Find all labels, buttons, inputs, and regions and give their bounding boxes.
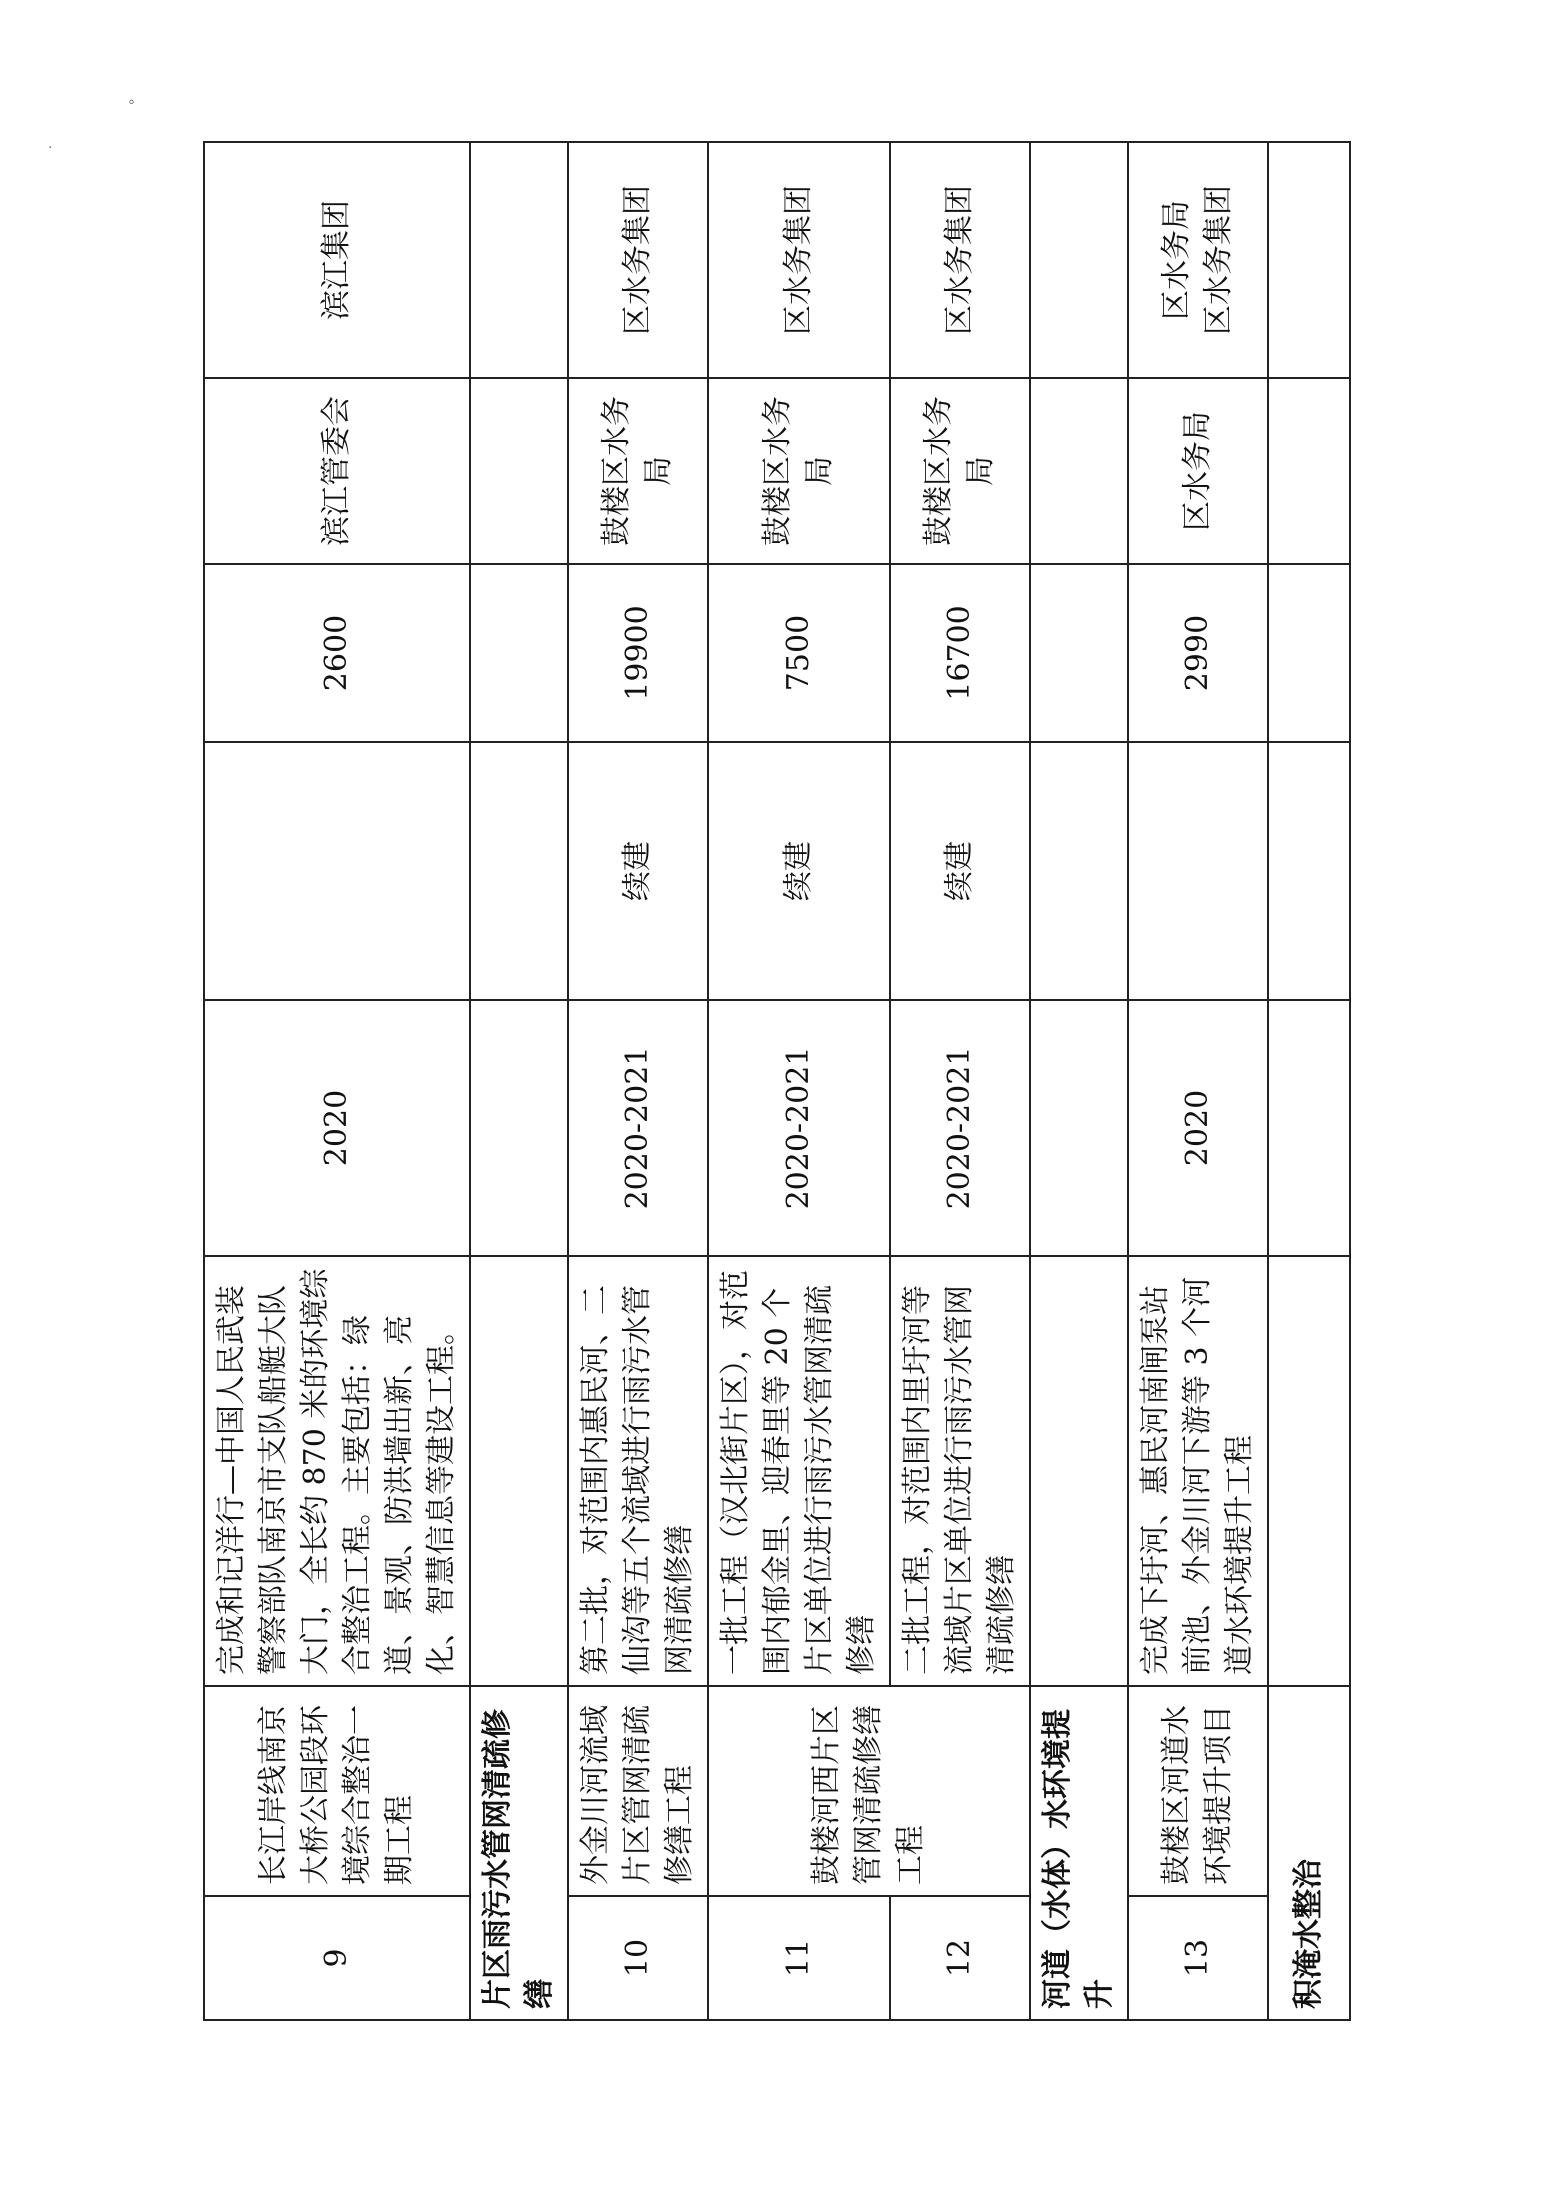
project-investment: 19900 [568,564,708,742]
project-investment: 16700 [890,564,1030,742]
row-number: 9 [204,1896,470,2020]
project-status [1128,742,1268,1000]
project-year: 2020-2021 [568,1000,708,1256]
lead-unit: 鼓楼区水务局 [890,378,1030,564]
table-row [708,142,890,2020]
owner-unit: 区水务集团 [568,142,708,378]
project-investment: 2990 [1128,564,1268,742]
owner-unit: 区水务局 区水务集团 [1128,142,1268,378]
section-heading: 积淹水整治 [1268,1686,1350,2020]
table-row [568,142,708,2020]
project-year: 2020 [204,1000,470,1256]
section-row [470,142,568,2020]
table-row [204,142,470,2020]
project-content: 一批工程（汉北街片区），对范围内郁金里、迎春里等 20 个片区单位进行雨污水管网清疏修缮 [708,1256,890,1686]
project-name: 鼓楼区河道水环境提升项目 [1128,1686,1268,1896]
project-year: 2020-2021 [708,1000,890,1256]
project-investment: 2600 [204,564,470,742]
owner-unit: 滨江集团 [204,142,470,378]
project-content: 第二批，对范围内惠民河、二仙沟等五个流域进行雨污水管网清疏修缮 [568,1256,708,1686]
owner-unit: 区水务集团 [890,142,1030,378]
project-content: 完成和记洋行—中国人民武装警察部队南京市支队船艇大队大门，全长约 870 米的环境综合整治工程。主要包括：绿道、景观、防洪墙出新、亮化、智慧信息等建设工程。 [204,1256,470,1686]
project-name: 鼓楼河西片区管网清疏修缮工程 [708,1686,1030,1896]
empty-cell [470,564,568,742]
empty-cell [1268,378,1350,564]
project-status [204,742,470,1000]
section-row [1030,142,1128,2020]
empty-cell [1268,564,1350,742]
project-name: 外金川河流域片区管网清疏修缮工程 [568,1686,708,1896]
empty-cell [1030,1256,1128,1686]
empty-cell [1030,1000,1128,1256]
empty-cell [1030,378,1128,564]
project-status: 续建 [708,742,890,1000]
empty-cell [470,142,568,378]
empty-cell [1030,142,1128,378]
empty-cell [1268,742,1350,1000]
table-row [1128,142,1268,2020]
empty-cell [1268,142,1350,378]
section-heading: 河道（水体）水环境提升 [1030,1686,1128,2020]
empty-cell [470,378,568,564]
project-name: 长江岸线南京大桥公园段环境综合整治一期工程 [204,1686,470,1896]
rotated-table-wrapper [203,143,1326,2021]
empty-cell [1268,1000,1350,1256]
section-row [1268,142,1350,2020]
lead-unit: 鼓楼区水务局 [708,378,890,564]
section-heading: 片区雨污水管网清疏修缮 [470,1686,568,2020]
lead-unit: 区水务局 [1128,378,1268,564]
empty-cell [1030,742,1128,1000]
row-number: 10 [568,1896,708,2020]
lead-unit: 滨江管委会 [204,378,470,564]
empty-cell [1030,564,1128,742]
scan-speck: ° [128,98,135,114]
row-number: 13 [1128,1896,1268,2020]
project-table [203,141,1351,2021]
project-year: 2020-2021 [890,1000,1030,1256]
project-status: 续建 [568,742,708,1000]
project-content: 二批工程，对范围内里圩河等流域片区单位进行雨污水管网清疏修缮 [890,1256,1030,1686]
project-status: 续建 [890,742,1030,1000]
row-number: 11 [708,1896,890,2020]
project-content: 完成下圩河、惠民河南闸泵站前池、外金川河下游等 3 个河道水环境提升工程 [1128,1256,1268,1686]
empty-cell [470,1000,568,1256]
empty-cell [1268,1256,1350,1686]
empty-cell [470,742,568,1000]
row-number: 12 [890,1896,1030,2020]
empty-cell [470,1256,568,1686]
lead-unit: 鼓楼区水务局 [568,378,708,564]
project-year: 2020 [1128,1000,1268,1256]
project-investment: 7500 [708,564,890,742]
owner-unit: 区水务集团 [708,142,890,378]
scan-speck: · [48,140,53,156]
